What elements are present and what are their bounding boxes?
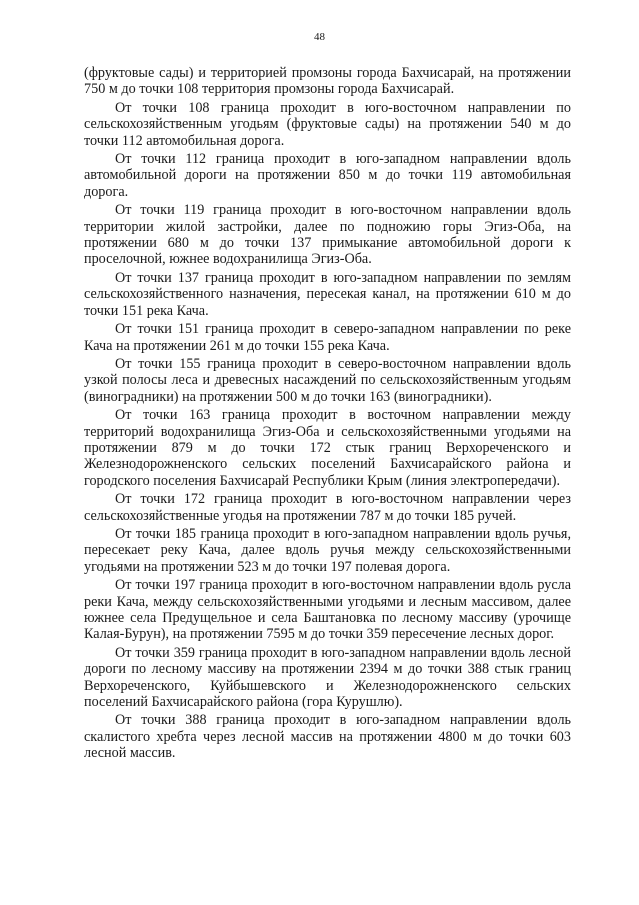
paragraph: (фруктовые сады) и территорией промзоны города Бахчисарай, на протяжении 750 м до точки 108 территория промзоны города Бахчисарай. — [84, 65, 571, 98]
document-body — [84, 65, 571, 764]
paragraph: От точки 388 граница проходит в юго-западном направлении вдоль скалистого хребта через лесной массив на протяжении 4800 м до точки 603 лесной массив. — [84, 712, 571, 762]
page-number: 48 — [314, 31, 325, 43]
paragraph: От точки 119 граница проходит в юго-восточном направлении вдоль территории жилой застройки, далее по подножию горы Эгиз-Оба, на протяжении 680 м до точки 137 примыкание автомобильной дороги к проселочной, южнее водохранилища Эгиз-Оба. — [84, 202, 571, 268]
paragraph: От точки 155 граница проходит в северо-восточном направлении вдоль узкой полосы леса и древесных насаждений по сельскохозяйственным угодьям (виноградники) на протяжении 500 м до точки 163 (виноградники). — [84, 355, 571, 405]
paragraph: От точки 359 граница проходит в юго-западном направлении вдоль лесной дороги по лесному массиву на протяжении 2394 м до точки 388 стык границ Верхореченского, Куйбышевского и Железнодорожненского сельских поселений Бахчисарайского района (гора Курушлю). — [84, 644, 571, 711]
paragraph: От точки 112 граница проходит в юго-западном направлении вдоль автомобильной дороги на протяжении 850 м до точки 119 автомобильная дорога. — [84, 151, 571, 200]
paragraph: От точки 108 граница проходит в юго-восточном направлении по сельскохозяйственным угодьям (фруктовые сады) на протяжении 540 м до точки 112 автомобильная дорога. — [84, 99, 571, 149]
paragraph: От точки 163 граница проходит в восточном направлении между территорий водохранилища Эгиз-Оба и сельскохозяйственными угодьями на протяжении 879 м до точки 172 стык границ Верхореченского и Железнодорожненского сельских поселений Бахчисарайского района и городского поселения Бахчисарай Республики Крым (линия электропередачи). — [84, 407, 571, 489]
paragraph: От точки 151 граница проходит в северо-западном направлении по реке Кача на протяжении 261 м до точки 155 река Кача. — [84, 321, 571, 354]
paragraph: От точки 172 граница проходит в юго-восточном направлении через сельскохозяйственные угодья на протяжении 787 м до точки 185 ручей. — [84, 491, 571, 524]
paragraph: От точки 185 граница проходит в юго-западном направлении вдоль ручья, пересекает реку Кача, далее вдоль ручья между сельскохозяйственными угодьями на протяжении 523 м до точки 197 полевая дорога. — [84, 525, 571, 575]
paragraph: От точки 137 граница проходит в юго-западном направлении по землям сельскохозяйственного назначения, пересекая канал, на протяжении 610 м до точки 151 река Кача. — [84, 269, 571, 319]
paragraph: От точки 197 граница проходит в юго-восточном направлении вдоль русла реки Кача, между сельскохозяйственными угодьями и лесным массивом, далее южнее села Предущельное и села Баштановка по лесному массиву (урочище Калая-Бурун), на протяжении 7595 м до точки 359 пересечение лесных дорог. — [84, 577, 571, 643]
